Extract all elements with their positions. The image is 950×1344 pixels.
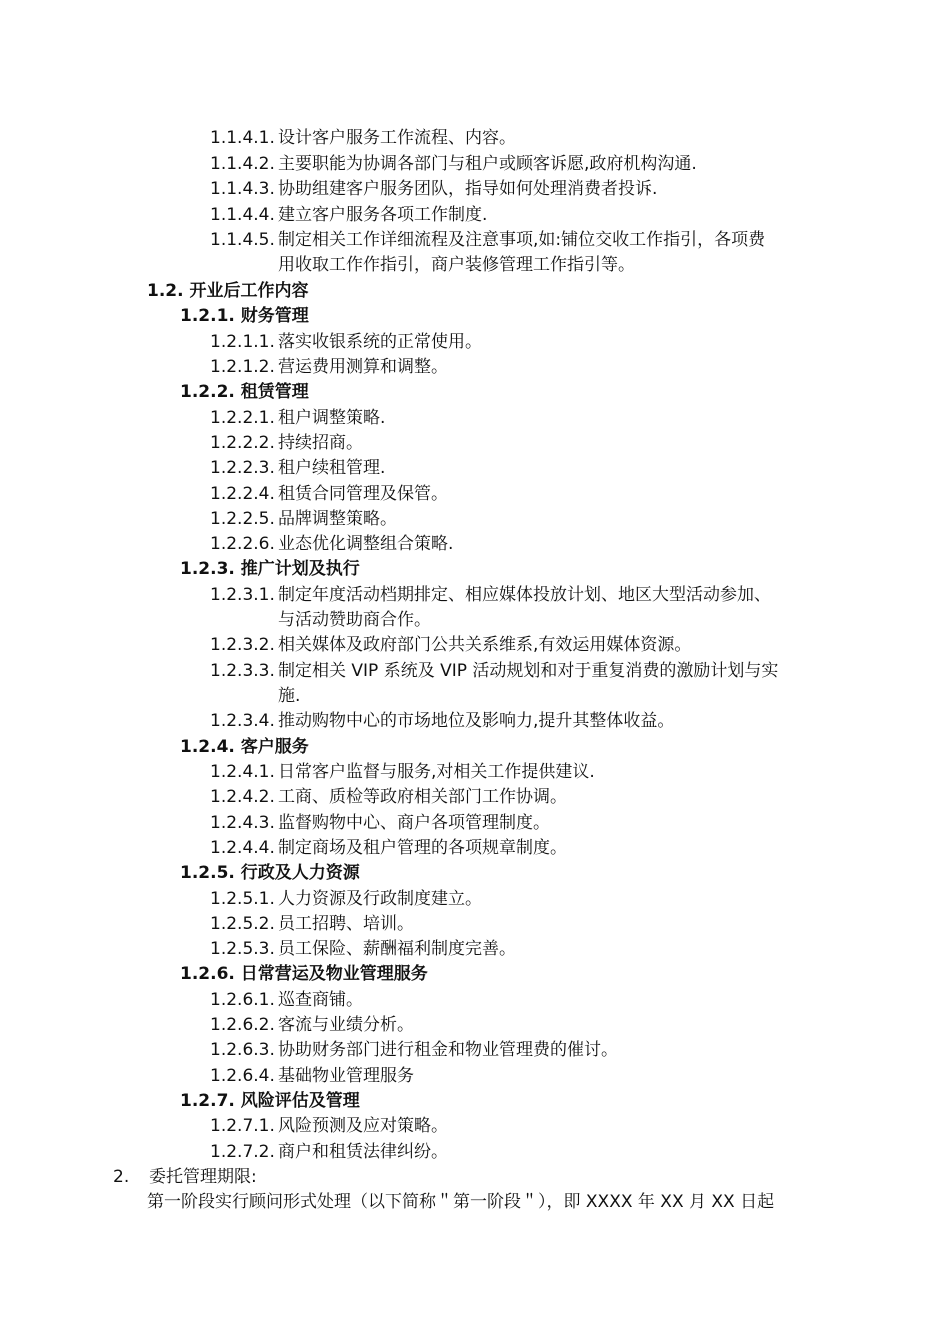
item-number: 1.2.5.3. (210, 939, 275, 959)
item-number: 1.2.7.1. (210, 1116, 275, 1136)
subsection-heading: 1.2.3. 推广计划及执行 (180, 559, 360, 579)
item-number: 1.2.3.4. (210, 711, 275, 731)
item-number: 1.2.2.5. (210, 509, 275, 529)
item-text: 落实收银系统的正常使用。 (278, 332, 482, 352)
item-text: 基础物业管理服务 (278, 1066, 414, 1086)
item-number: 1.2.7.2. (210, 1142, 275, 1162)
item-number: 1.2.6.4. (210, 1066, 275, 1086)
item-number: 1.1.4.2. (210, 154, 275, 174)
item-number: 1.2.3.2. (210, 635, 275, 655)
item-text: 设计客户服务工作流程、内容。 (278, 128, 516, 148)
item-text: 建立客户服务各项工作制度. (278, 205, 488, 225)
item-number: 1.2.2.4. (210, 484, 275, 504)
subsection-heading: 1.2.4. 客户服务 (180, 737, 309, 757)
item-text-continuation: 施. (278, 686, 301, 706)
item-number: 1.2.3.3. (210, 661, 275, 681)
item-number: 1.2.2.3. (210, 458, 275, 478)
item-text: 制定商场及租户管理的各项规章制度。 (278, 838, 567, 858)
item-text: 日常客户监督与服务,对相关工作提供建议. (278, 762, 595, 782)
item-number: 1.1.4.5. (210, 230, 275, 250)
subsection-heading: 1.2.1. 财务管理 (180, 306, 309, 326)
item-text: 员工保险、薪酬福利制度完善。 (278, 939, 516, 959)
item-number: 1.2.6.3. (210, 1040, 275, 1060)
item-text: 租户调整策略. (278, 408, 386, 428)
item-number: 1.2.4.3. (210, 813, 275, 833)
subsection-heading: 1.2.6. 日常营运及物业管理服务 (180, 964, 428, 984)
item-number: 1.2.4.2. (210, 787, 275, 807)
item-number: 1.2.6.2. (210, 1015, 275, 1035)
section-heading: 1.2. 开业后工作内容 (147, 281, 309, 301)
item-number: 1.2.5.2. (210, 914, 275, 934)
item-number: 1.1.4.1. (210, 128, 275, 148)
item-text: 协助组建客户服务团队，指导如何处理消费者投诉. (278, 179, 658, 199)
item-number: 1.2.6.1. (210, 990, 275, 1010)
item-number: 1.2.4.1. (210, 762, 275, 782)
section-2-paragraph: 第一阶段实行顾问形式处理（以下简称＂第一阶段＂），即 XXXX 年 XX 月 XX 日起 (147, 1192, 775, 1212)
item-number: 1.2.3.1. (210, 585, 275, 605)
item-text: 商户和租赁法律纠纷。 (278, 1142, 448, 1162)
item-text: 制定相关 VIP 系统及 VIP 活动规划和对于重复消费的激励计划与实 (278, 661, 779, 681)
item-text: 相关媒体及政府部门公共关系维系,有效运用媒体资源。 (278, 635, 692, 655)
item-text: 业态优化调整组合策略. (278, 534, 454, 554)
section-number: 2. (113, 1167, 130, 1187)
item-text: 巡查商铺。 (278, 990, 363, 1010)
item-number: 1.2.4.4. (210, 838, 275, 858)
item-text: 协助财务部门进行租金和物业管理费的催讨。 (278, 1040, 618, 1060)
subsection-heading: 1.2.2. 租赁管理 (180, 382, 309, 402)
item-text: 风险预测及应对策略。 (278, 1116, 448, 1136)
subsection-heading: 1.2.7. 风险评估及管理 (180, 1091, 360, 1111)
item-number: 1.2.2.1. (210, 408, 275, 428)
item-text: 租赁合同管理及保管。 (278, 484, 448, 504)
item-text: 员工招聘、培训。 (278, 914, 414, 934)
item-text-continuation: 与活动赞助商合作。 (278, 610, 431, 630)
item-text: 营运费用测算和调整。 (278, 357, 448, 377)
section-title: 委托管理期限: (149, 1167, 257, 1187)
item-text-continuation: 用收取工作作指引，商户装修管理工作指引等。 (278, 255, 635, 275)
item-number: 1.2.2.2. (210, 433, 275, 453)
item-number: 1.2.1.1. (210, 332, 275, 352)
item-text: 制定相关工作详细流程及注意事项,如:铺位交收工作指引，各项费 (278, 230, 766, 250)
subsection-heading: 1.2.5. 行政及人力资源 (180, 863, 360, 883)
item-number: 1.2.5.1. (210, 889, 275, 909)
item-text: 人力资源及行政制度建立。 (278, 889, 482, 909)
item-number: 1.2.1.2. (210, 357, 275, 377)
item-number: 1.2.2.6. (210, 534, 275, 554)
item-text: 租户续租管理. (278, 458, 386, 478)
item-number: 1.1.4.3. (210, 179, 275, 199)
item-text: 品牌调整策略。 (278, 509, 397, 529)
item-text: 主要职能为协调各部门与租户或顾客诉愿,政府机构沟通. (278, 154, 697, 174)
item-text: 工商、质检等政府相关部门工作协调。 (278, 787, 567, 807)
item-text: 持续招商。 (278, 433, 363, 453)
item-text: 客流与业绩分析。 (278, 1015, 414, 1035)
item-text: 制定年度活动档期排定、相应媒体投放计划、地区大型活动参加、 (278, 585, 771, 605)
item-text: 监督购物中心、商户各项管理制度。 (278, 813, 550, 833)
item-text: 推动购物中心的市场地位及影响力,提升其整体收益。 (278, 711, 675, 731)
item-number: 1.1.4.4. (210, 205, 275, 225)
